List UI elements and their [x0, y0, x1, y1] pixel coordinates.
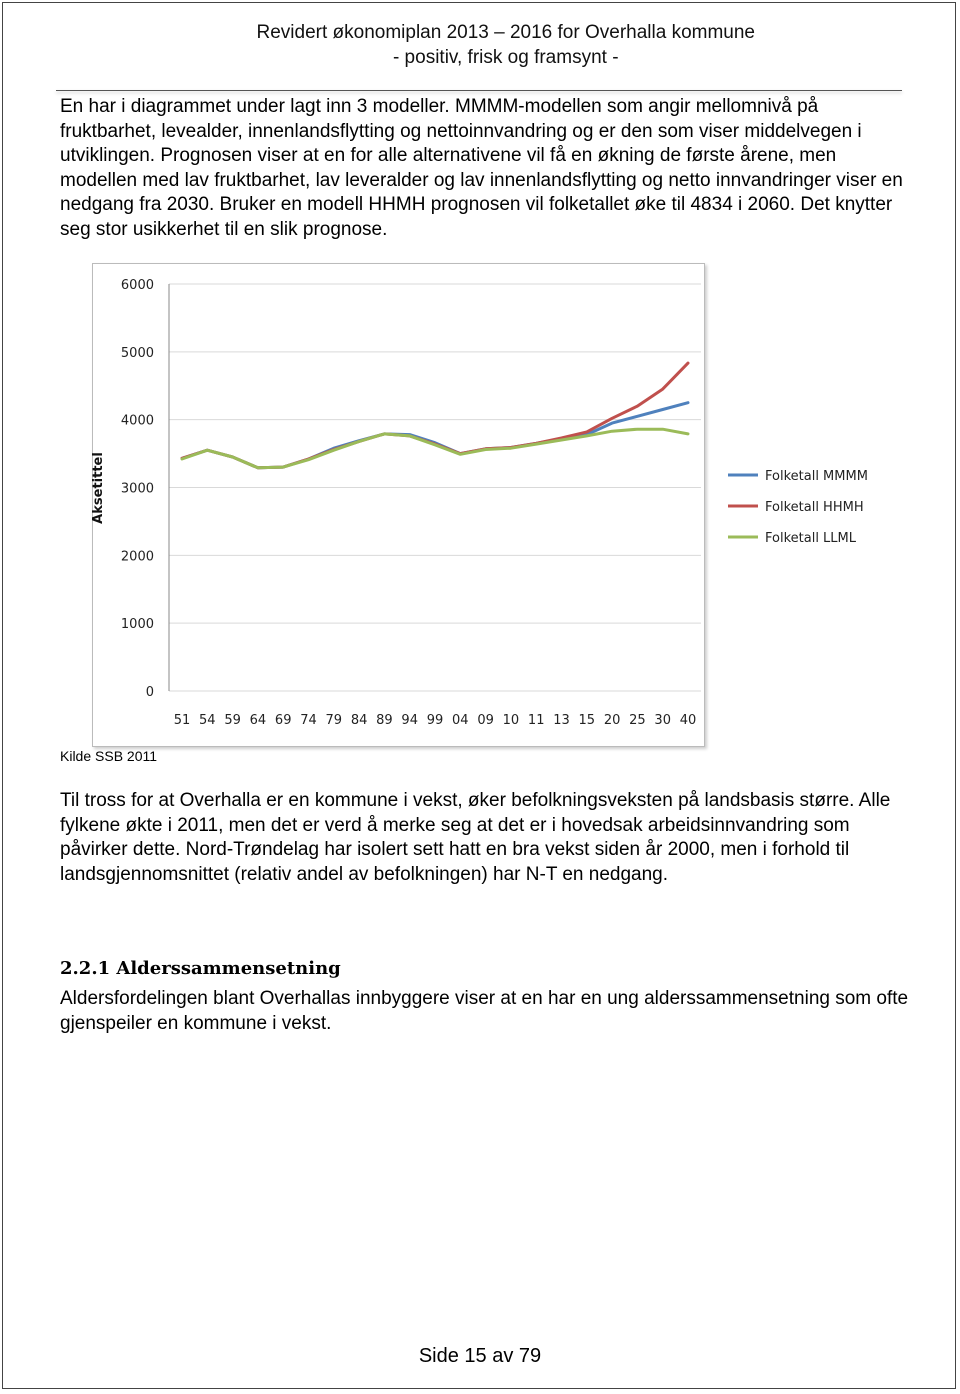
- x-tick-label: 54: [199, 713, 216, 728]
- y-tick-label: 2000: [120, 549, 154, 565]
- x-tick-label: 59: [224, 713, 241, 728]
- x-tick-label: 79: [325, 713, 343, 728]
- x-tick-label: 94: [401, 713, 418, 728]
- header-subtitle: - positiv, frisk og framsynt -: [392, 47, 619, 68]
- header-title: Revidert økonomiplan 2013 – 2016 for Overhalla kommune: [256, 22, 755, 43]
- intro-paragraph: En har i diagrammet under lagt inn 3 modeller. MMMM-modellen som angir mellomnivå på fruktbarhet, levealder, innenlandsflytting og nettoinnvandring og er den som viser middelvegen i utviklingen. Prognosen viser at en for alle alternativene vil få en økning de første årene, men modellen med lav fruktbarhet, lav leveralder og lav innenlandsflytting og netto innvandringer viser en nedgang fra 2030. Bruker en modell HHMH prognosen vil folketallet øke til 4834 i 2060. Det knytter seg stor usikkerhet til en slik prognose.: [60, 96, 903, 240]
- x-tick-label: 11: [527, 713, 545, 728]
- series-line-folketall-mmmm: [182, 403, 688, 468]
- x-tick-label: 13: [553, 713, 570, 728]
- legend-entry: Folketall LLML: [765, 531, 857, 546]
- x-tick-label: 09: [477, 713, 494, 728]
- y-tick-label: 5000: [120, 345, 154, 361]
- population-chart-svg: [1, 1, 960, 1394]
- x-tick-label: 74: [300, 713, 317, 728]
- y-tick-label: 1000: [120, 617, 154, 633]
- chart-source: Kilde SSB 2011: [60, 748, 158, 764]
- x-tick-label: 10: [502, 713, 520, 728]
- section-heading: 2.2.1 Alderssammensetning: [60, 958, 341, 979]
- series-line-folketall-hhmh: [182, 363, 688, 468]
- growth-paragraph: Til tross for at Overhalla er en kommune i vekst, øker befolkningsveksten på landsbasis større. Alle fylkene økte i 2011, men det er verd å merke seg at det er i hovedsak arbeidsinnvandring som påvirker dette. Nord-Trøndelag har isolert sett hatt en bra vekst siden år 2000, men i forhold til landsgjennomsnittet (relativ andel av befolkningen) har N-T en nedgang.: [60, 790, 891, 885]
- y-tick-label: 4000: [120, 413, 154, 429]
- y-axis-label: Aksetittel: [91, 452, 106, 524]
- x-tick-label: 69: [274, 713, 292, 728]
- y-tick-label: 6000: [120, 278, 154, 293]
- x-tick-label: 40: [679, 713, 697, 728]
- x-tick-label: 20: [603, 713, 621, 728]
- y-tick-label: 3000: [120, 481, 154, 497]
- x-tick-label: 30: [654, 713, 671, 728]
- legend-entry: Folketall HHMH: [765, 500, 864, 515]
- x-tick-label: 64: [249, 713, 267, 728]
- x-tick-label: 84: [350, 713, 368, 728]
- x-tick-label: 51: [173, 713, 191, 728]
- x-tick-label: 15: [578, 713, 596, 728]
- page-number: Side 15 av 79: [418, 1345, 542, 1367]
- population-chart: [91, 263, 868, 747]
- x-tick-label: 99: [426, 713, 444, 728]
- x-tick-label: 25: [629, 713, 646, 728]
- x-tick-label: 89: [376, 713, 393, 728]
- age-paragraph: Aldersfordelingen blant Overhallas innbyggere viser at en har en ung alderssammensetning som ofte gjenspeiler en kommune i vekst.: [60, 988, 909, 1034]
- legend-entry: Folketall MMMM: [765, 469, 868, 484]
- x-tick-label: 04: [452, 713, 469, 728]
- series-line-folketall-llml: [182, 429, 688, 468]
- y-tick-label: 0: [145, 685, 154, 700]
